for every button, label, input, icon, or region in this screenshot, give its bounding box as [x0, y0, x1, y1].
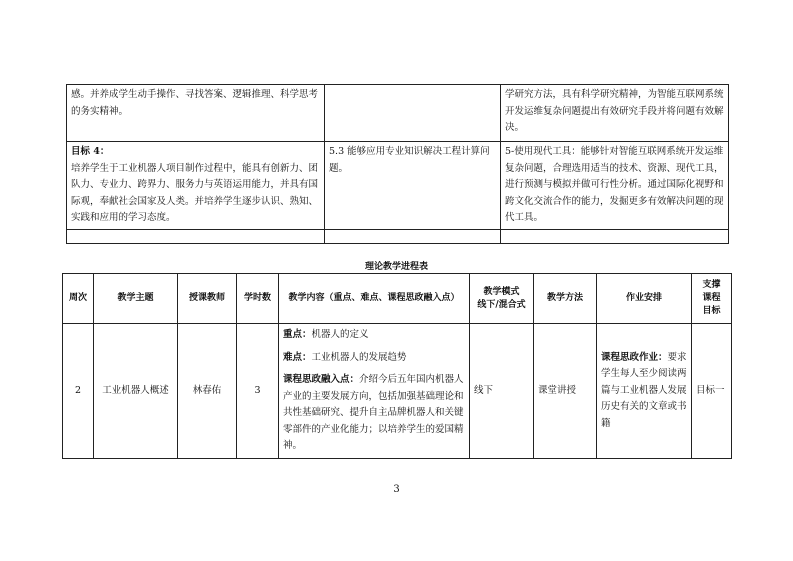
- diff-label: 难点：: [283, 351, 312, 363]
- upper-table-row: [67, 142, 729, 230]
- cell-week: 2: [63, 324, 94, 459]
- header-row: [63, 274, 732, 324]
- schedule-table: [62, 273, 732, 459]
- ideo-label: 课程思政融入点：: [283, 374, 360, 385]
- header-goal-line1: 支撑: [702, 280, 721, 290]
- header-mode-line2: 线下/混合式: [477, 299, 526, 310]
- goal4-title: 目标 4：: [71, 146, 110, 157]
- header-teacher: 授课教师: [178, 274, 237, 324]
- cell-homework: [597, 324, 692, 459]
- header-mode: [470, 274, 534, 324]
- key-point: [283, 327, 465, 344]
- upper-table-row: [67, 229, 729, 243]
- table-caption: 理论教学进程表: [364, 262, 428, 272]
- empty-cell: [325, 229, 501, 243]
- upper-table: [66, 84, 729, 244]
- header-week: 周次: [63, 274, 94, 324]
- upper-cell: 感。并养成学生动手操作、寻找答案、逻辑推理、科学思考的务实精神。: [67, 85, 325, 142]
- key-text: 机器人的定义: [311, 329, 369, 340]
- cell-mode: 线下: [470, 324, 534, 459]
- header-goal-line3: 目标: [702, 306, 721, 316]
- table-row: [63, 324, 732, 459]
- header-hours: 学时数: [237, 274, 279, 324]
- ideology-point: [283, 372, 465, 455]
- cell-method: 课堂讲授: [534, 324, 597, 459]
- ideo-text: 介绍今后五年国内机器人产业的主要发展方向，包括加强基础理论和共性基础研究、提升自主品牌机器人和关键零部件的产业化能力；以培养学生的爱国精神。: [283, 374, 464, 451]
- empty-cell: [67, 229, 325, 243]
- cell-teacher: 林春佑: [178, 324, 237, 459]
- header-topic: 教学主题: [94, 274, 178, 324]
- header-method: 教学方法: [534, 274, 597, 324]
- goal4-cell: [67, 142, 325, 230]
- upper-table-row: [67, 85, 729, 142]
- difficult-point: [283, 350, 465, 367]
- header-mode-line1: 教学模式: [483, 286, 520, 297]
- diff-text: 工业机器人的发展趋势: [311, 351, 407, 363]
- key-label: 重点：: [283, 329, 312, 340]
- empty-cell: [501, 229, 729, 243]
- goal4-text: 培养学生于工业机器人项目制作过程中，能具有创新力、团队力、专业力、跨界力、服务力与英语运用能力，并具有国际观，奉献社会国家及人类。并培养学生逐步认识、熟知、实践和应用的学习态度。: [71, 162, 319, 223]
- upper-cell: 5-使用现代工具：能够针对智能互联网系统开发运维复杂问题，合理选用适当的技术、资源、现代工具，进行预测与模拟并做可行性分析。通过国际化视野和跨文化交流合作的能力，发掘更多有效解决问题的现代工具。: [501, 142, 729, 230]
- header-goal-line2: 课程: [702, 293, 721, 303]
- cell-hours: 3: [237, 324, 279, 459]
- page-number: 3: [393, 484, 400, 495]
- hw-text: 要求学生每人至少阅读两篇与工业机器人发展历史有关的文章或书籍: [601, 351, 687, 429]
- cell-goal: 目标一: [692, 324, 732, 459]
- upper-cell: [325, 85, 501, 142]
- header-goal: [692, 274, 732, 324]
- hw-label: 课程思政作业：: [601, 351, 668, 363]
- cell-topic: 工业机器人概述: [94, 324, 178, 459]
- header-homework: 作业安排: [597, 274, 692, 324]
- cell-content: [279, 324, 470, 459]
- upper-cell: 学研究方法，具有科学研究精神，为智能互联网系统开发运维复杂问题提出有效研究手段并将问题有效解决。: [501, 85, 729, 142]
- header-content: 教学内容（重点、难点、课程思政融入点）: [279, 274, 470, 324]
- upper-cell: 5.3 能够应用专业知识解决工程计算问题。: [325, 142, 501, 230]
